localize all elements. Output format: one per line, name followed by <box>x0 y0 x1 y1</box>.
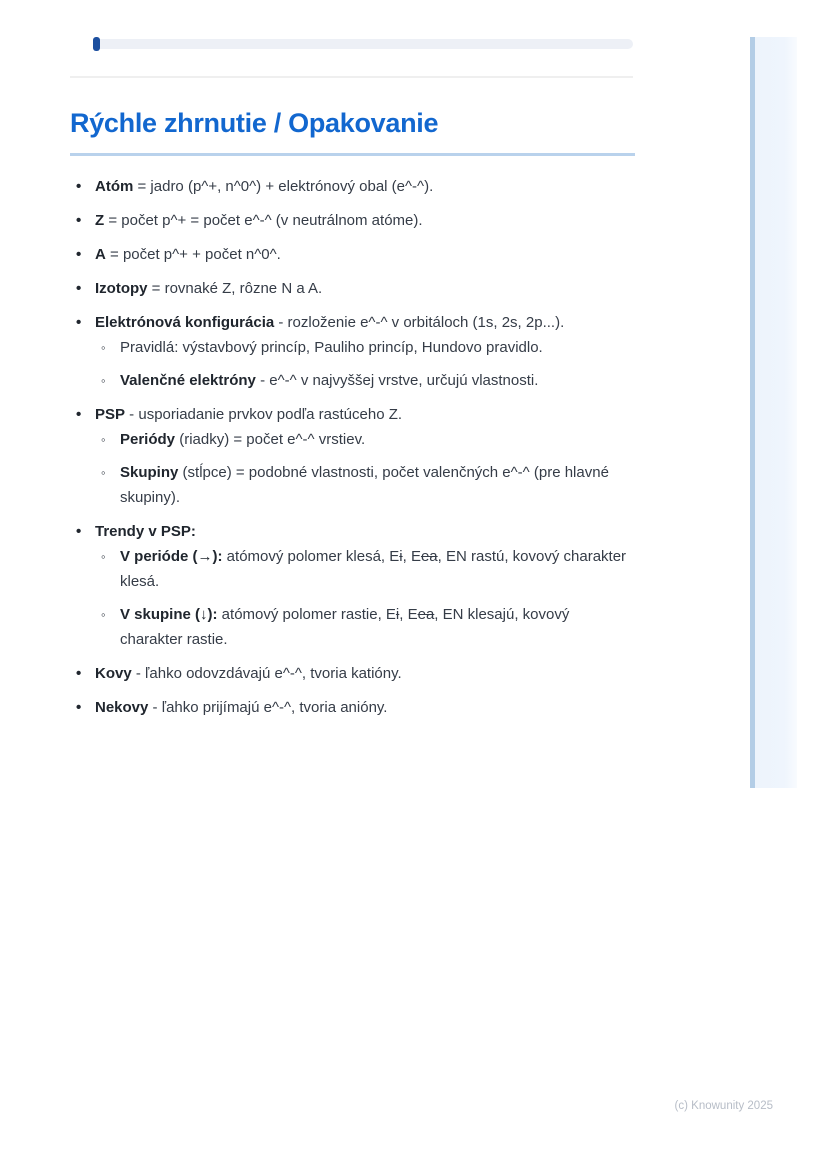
bullet-icon: • <box>76 246 82 263</box>
summary-content <box>70 174 637 729</box>
sub-list-item <box>95 602 635 652</box>
list-item-text: Kovy - ľahko odovzdávajú e^-^, tvoria katióny. <box>95 665 402 682</box>
list-item-text: Nekovy - ľahko prijímajú e^-^, tvoria anióny. <box>95 699 388 716</box>
list-item <box>70 208 637 233</box>
list-item-text: Izotopy = rovnaké Z, rôzne N a A. <box>95 280 323 297</box>
progress-bar-indicator <box>93 37 100 51</box>
sub-list-item <box>95 460 635 510</box>
sub-bullet-list <box>95 335 637 393</box>
sub-bullet-list <box>95 427 637 510</box>
list-item <box>70 310 637 393</box>
list-item-text: V perióde (→): atómový polomer klesá, Ei, Eea, EN rastú, kovový charakter klesá. <box>120 548 627 590</box>
sub-list-item <box>95 368 635 393</box>
sub-list-item <box>95 335 635 360</box>
circle-bullet-icon: ◦ <box>101 549 106 564</box>
bullet-icon: • <box>76 665 82 682</box>
progress-bar-track <box>93 39 633 49</box>
bullet-icon: • <box>76 280 82 297</box>
list-item-text: Periódy (riadky) = počet e^-^ vrstiev. <box>120 431 366 448</box>
list-item-text: V skupine (↓): atómový polomer rastie, Ei, Eea, EN klesajú, kovový charakter rastie. <box>120 606 570 648</box>
bullet-icon: • <box>76 699 82 716</box>
circle-bullet-icon: ◦ <box>101 373 106 388</box>
circle-bullet-icon: ◦ <box>101 465 106 480</box>
list-item <box>70 402 637 510</box>
list-item-text: Pravidlá: výstavbový princíp, Pauliho princíp, Hundovo pravidlo. <box>120 339 543 356</box>
bullet-list <box>70 174 637 720</box>
list-item-text: Z = počet p^+ = počet e^-^ (v neutrálnom atóme). <box>95 212 423 229</box>
header-divider <box>70 76 633 78</box>
bullet-icon: • <box>76 212 82 229</box>
bullet-icon: • <box>76 314 82 331</box>
list-item-text: Atóm = jadro (p^+, n^0^) + elektrónový obal (e^-^). <box>95 178 434 195</box>
bullet-icon: • <box>76 406 82 423</box>
page-title: Rýchle zhrnutie / Opakovanie <box>70 108 439 138</box>
list-item <box>70 242 637 267</box>
sub-list-item <box>95 427 635 452</box>
circle-bullet-icon: ◦ <box>101 607 106 622</box>
page-scroll-panel[interactable] <box>750 37 797 788</box>
list-item-text: Skupiny (stĺpce) = podobné vlastnosti, počet valenčných e^-^ (pre hlavné skupiny). <box>120 464 609 506</box>
circle-bullet-icon: ◦ <box>101 432 106 447</box>
list-item-text: Trendy v PSP: <box>95 523 196 540</box>
copyright-footer: (c) Knowunity 2025 <box>674 1100 773 1112</box>
list-item-text: Valenčné elektróny - e^-^ v najvyššej vrstve, určujú vlastnosti. <box>120 372 539 389</box>
sub-list-item <box>95 544 635 594</box>
sub-bullet-list <box>95 544 637 652</box>
list-item <box>70 661 637 686</box>
list-item <box>70 519 637 652</box>
title-underline <box>70 153 635 156</box>
list-item-text: PSP - usporiadanie prvkov podľa rastúceho Z. <box>95 406 403 423</box>
list-item-text: A = počet p^+ + počet n^0^. <box>95 246 281 263</box>
bullet-icon: • <box>76 178 82 195</box>
list-item <box>70 695 637 720</box>
bullet-icon: • <box>76 523 82 540</box>
list-item <box>70 174 637 199</box>
list-item <box>70 276 637 301</box>
circle-bullet-icon: ◦ <box>101 340 106 355</box>
list-item-text: Elektrónová konfigurácia - rozloženie e^-^ v orbitáloch (1s, 2s, 2p...). <box>95 314 565 331</box>
